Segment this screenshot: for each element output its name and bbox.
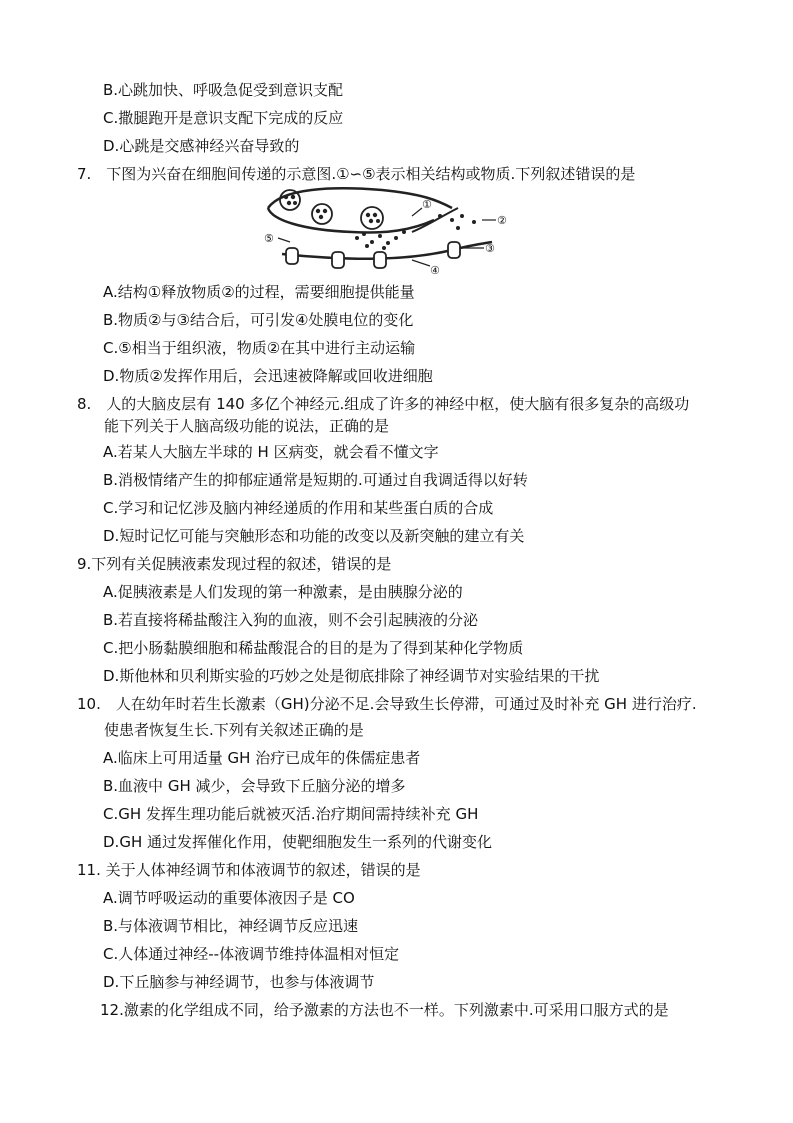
q11-option-d: D.下丘脑参与神经调节，也参与体液调节 [103, 973, 375, 991]
synapse-diagram [262, 186, 512, 278]
q8-stem-line1: 8. 人的大脑皮层有 140 多亿个神经元.组成了许多的神经中枢，使大脑有很多复杂的高级功 [77, 395, 690, 413]
q9-stem: 9.下列有关促胰液素发现过程的叙述，错误的是 [77, 555, 392, 573]
q7-option-c: C.⑤相当于组织液，物质②在其中进行主动运输 [103, 339, 416, 357]
q6-option-c: C.撒腿跑开是意识支配下完成的反应 [103, 109, 344, 127]
q8-option-a: A.若某人大脑左半球的 H 区病变，就会看不懂文字 [103, 443, 439, 461]
q8-stem-line2: 能下列关于人脑高级功能的说法，正确的是 [104, 417, 390, 435]
q9-option-b: B.若直接将稀盐酸注入狗的血液，则不会引起胰液的分泌 [103, 611, 479, 629]
q10-option-c: C.GH 发挥生理功能后就被灭活.治疗期间需持续补充 GH [103, 805, 479, 823]
q7-option-d: D.物质②发挥作用后，会迅速被降解或回收进细胞 [103, 367, 433, 385]
label-5: ⑤ [264, 232, 274, 245]
q11-option-c: C.人体通过神经--体液调节维持体温相对恒定 [103, 945, 400, 963]
q11-option-a: A.调节呼吸运动的重要体液因子是 CO [103, 889, 355, 907]
q11-stem: 11. 关于人体神经调节和体液调节的叙述，错误的是 [77, 861, 421, 879]
q10-option-b: B.血液中 GH 减少，会导致下丘脑分泌的增多 [103, 777, 406, 795]
q9-option-c: C.把小肠黏膜细胞和稀盐酸混合的目的是为了得到某种化学物质 [103, 639, 524, 657]
q10-option-d: D.GH 通过发挥催化作用，使靶细胞发生一系列的代谢变化 [103, 833, 492, 851]
label-2: ② [497, 214, 507, 227]
q9-option-a: A.促胰液素是人们发现的第一种激素，是由胰腺分泌的 [103, 583, 463, 601]
label-3: ③ [485, 242, 495, 255]
q7-option-b: B.物质②与③结合后，可引发④处膜电位的变化 [103, 311, 414, 329]
q8-option-d: D.短时记忆可能与突触形态和功能的改变以及新突触的建立有关 [103, 527, 525, 545]
q8-option-b: B.消极情绪产生的抑郁症通常是短期的.可通过自我调适得以好转 [103, 471, 528, 489]
q9-option-d: D.斯他林和贝利斯实验的巧妙之处是彻底排除了神经调节对实验结果的干扰 [103, 667, 600, 685]
q10-stem-line2: 使患者恢复生长.下列有关叙述正确的是 [104, 721, 364, 739]
q12-stem: 12.激素的化学组成不同，给予激素的方法也不一样。下列激素中.可采用口服方式的是 [100, 1001, 669, 1019]
q6-option-d: D.心跳是交感神经兴奋导致的 [103, 137, 300, 155]
q7-option-a: A.结构①释放物质②的过程，需要细胞提供能量 [103, 283, 415, 301]
q6-option-b: B.心跳加快、呼吸急促受到意识支配 [103, 81, 344, 99]
q10-stem-line1: 10. 人在幼年时若生长激素（GH)分泌不足.会导致生长停滞，可通过及时补充 GH 进行治疗. [77, 695, 697, 713]
q10-option-a: A.临床上可用适量 GH 治疗已成年的侏儒症患者 [103, 749, 421, 767]
label-4: ④ [430, 264, 440, 277]
q7-stem: 7. 下图为兴奋在细胞间传递的示意图.①∽⑤表示相关结构或物质.下列叙述错误的是 [77, 165, 636, 183]
q8-option-c: C.学习和记忆涉及脑内神经递质的作用和某些蛋白质的合成 [103, 499, 494, 517]
label-1: ① [422, 198, 432, 211]
q11-option-b: B.与体液调节相比，神经调节反应迅速 [103, 917, 359, 935]
